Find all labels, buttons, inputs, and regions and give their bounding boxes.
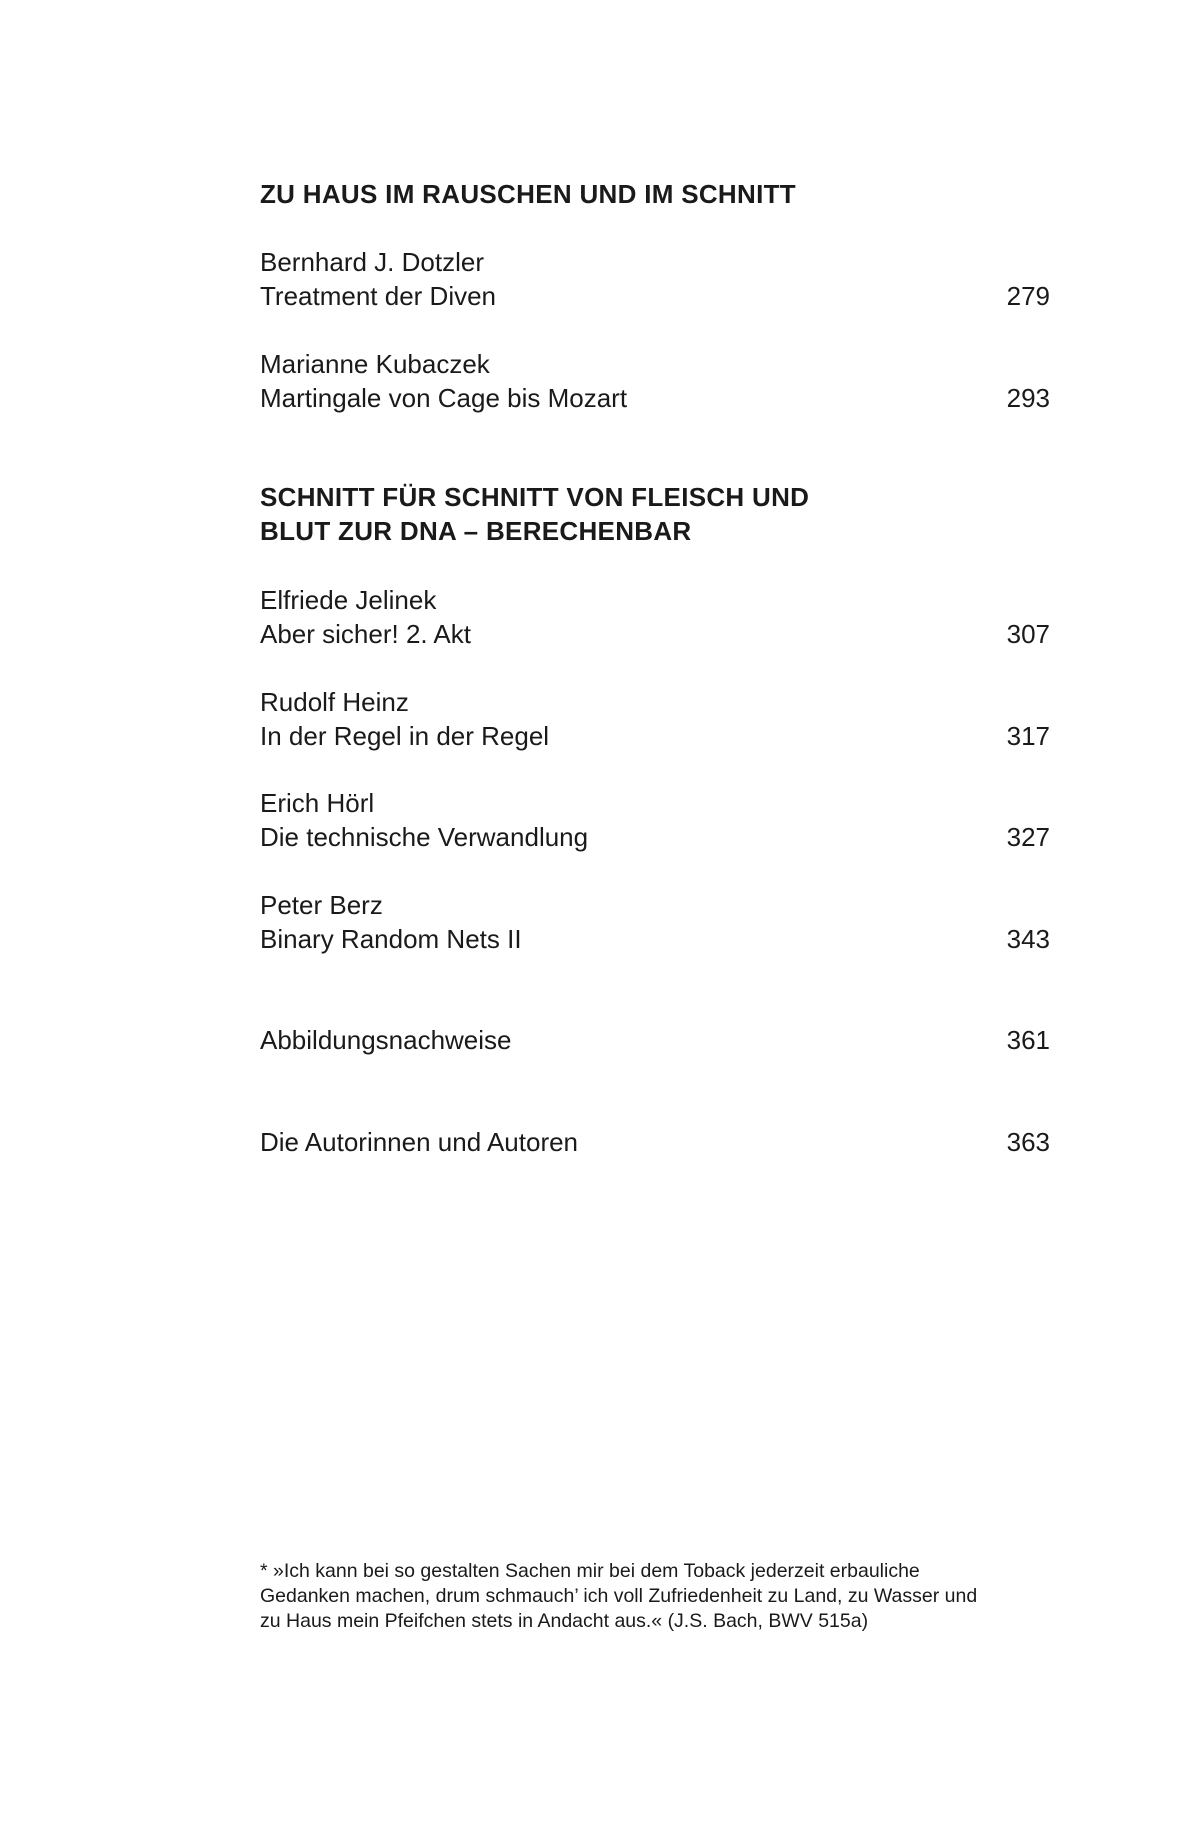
- entry-title: Die technische Verwandlung: [260, 822, 589, 852]
- entry-author: Peter Berz: [260, 890, 383, 920]
- entry-title-line: [260, 617, 1050, 651]
- toc-entry: [260, 347, 1050, 415]
- entry-title-line: [260, 922, 1050, 956]
- entry-title-line: [260, 381, 1050, 415]
- footnote-line: zu Haus mein Pfeifchen stets in Andacht aus.« (J.S. Bach, BWV 515a): [260, 1610, 869, 1632]
- entry-title: Treatment der Diven: [260, 281, 497, 311]
- entry-title-line: [260, 279, 1050, 313]
- section-heading-line: SCHNITT FÜR SCHNITT VON FLEISCH UND: [260, 482, 810, 512]
- toc-entry-appendix: [260, 1125, 1050, 1159]
- toc-entry: [260, 685, 1050, 753]
- entry-title: Martingale von Cage bis Mozart: [260, 383, 628, 413]
- entry-title-line: [260, 719, 1050, 753]
- entry-page-number: 327: [1006, 822, 1050, 852]
- footnote: [260, 1559, 1020, 1634]
- section-heading-line: BLUT ZUR DNA – BERECHENBAR: [260, 516, 692, 546]
- footnote-line: * »Ich kann bei so gestalten Sachen mir bei dem Toback jederzeit erbauliche: [260, 1560, 920, 1582]
- entry-page-number: 361: [1006, 1025, 1050, 1055]
- entry-title: Aber sicher! 2. Akt: [260, 619, 471, 649]
- toc-entry: [260, 888, 1050, 956]
- entry-title-line: [260, 820, 1050, 854]
- section-heading: [260, 480, 960, 548]
- entry-page-number: 293: [1006, 383, 1050, 413]
- toc-entry: [260, 245, 1050, 313]
- entry-author-line: [260, 347, 1050, 381]
- entry-author: Bernhard J. Dotzler: [260, 247, 484, 277]
- entry-title-line: [260, 1125, 1050, 1159]
- footnote-line: Gedanken machen, drum schmauch’ ich voll Zufriedenheit zu Land, zu Wasser und: [260, 1585, 978, 1607]
- entry-author-line: [260, 245, 1050, 279]
- entry-author-line: [260, 583, 1050, 617]
- entry-author-line: [260, 685, 1050, 719]
- entry-author: Marianne Kubaczek: [260, 349, 490, 379]
- entry-page-number: 317: [1006, 721, 1050, 751]
- toc-entry: [260, 583, 1050, 651]
- entry-page-number: 307: [1006, 619, 1050, 649]
- entry-page-number: 343: [1006, 924, 1050, 954]
- entry-author: Elfriede Jelinek: [260, 585, 437, 615]
- entry-title: Abbildungsnachweise: [260, 1025, 512, 1055]
- entry-author-line: [260, 888, 1050, 922]
- entry-title: Binary Random Nets II: [260, 924, 522, 954]
- entry-title: Die Autorinnen und Autoren: [260, 1127, 579, 1157]
- entry-author-line: [260, 786, 1050, 820]
- entry-page-number: 279: [1006, 281, 1050, 311]
- entry-title: In der Regel in der Regel: [260, 721, 550, 751]
- toc-entry: [260, 786, 1050, 854]
- toc-entry-appendix: [260, 1023, 1050, 1057]
- entry-title-line: [260, 1023, 1050, 1057]
- section-heading: [260, 177, 960, 211]
- entry-author: Rudolf Heinz: [260, 687, 409, 717]
- entry-page-number: 363: [1006, 1127, 1050, 1157]
- section-heading-text: ZU HAUS IM RAUSCHEN UND IM SCHNITT: [260, 179, 796, 209]
- entry-author: Erich Hörl: [260, 788, 375, 818]
